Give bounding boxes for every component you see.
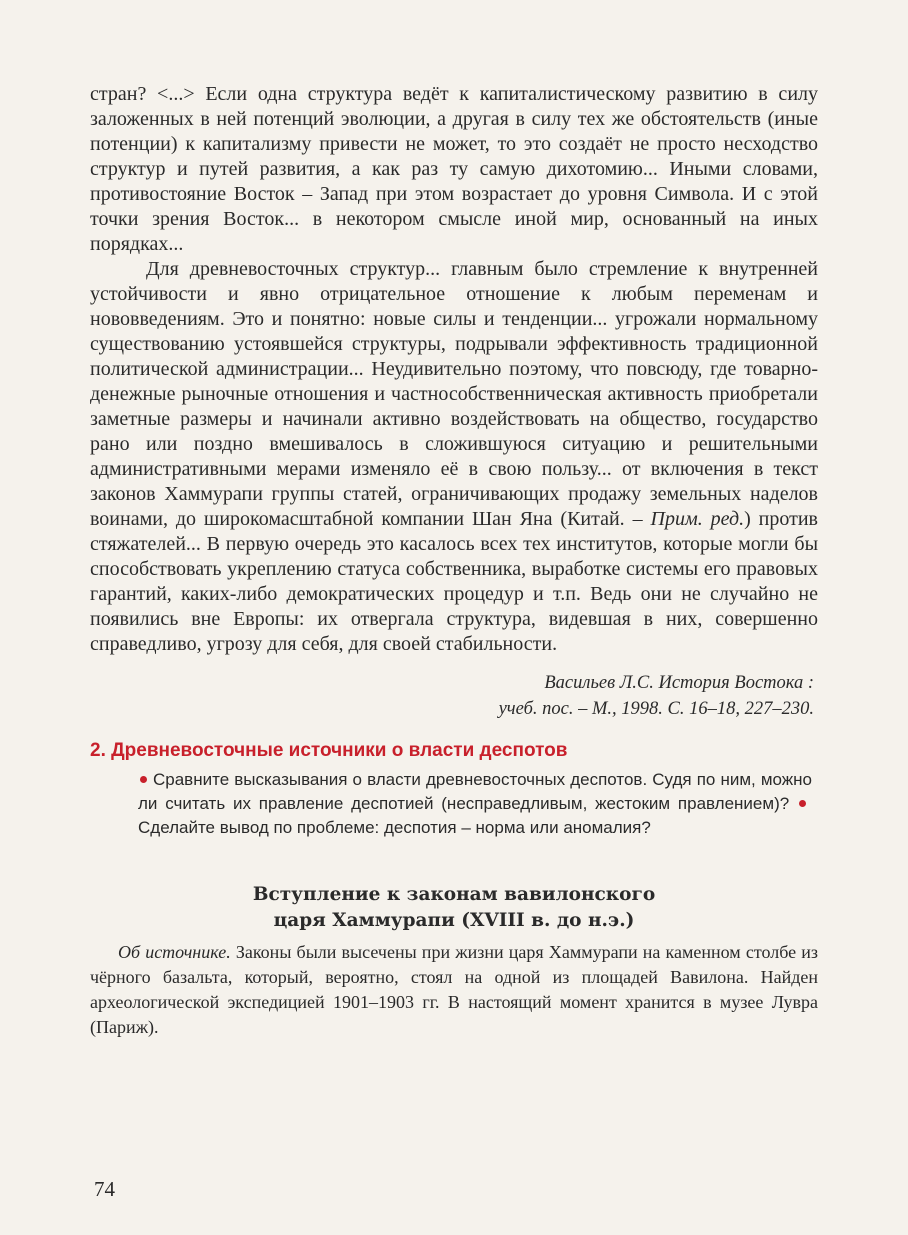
source-citation — [90, 670, 818, 722]
page-content — [90, 82, 818, 1040]
citation-line-1: Васильев Л.С. История Востока : — [544, 673, 814, 693]
bullet-icon — [140, 776, 147, 783]
bullet-icon — [799, 800, 806, 807]
task-1: Сравните высказывания о власти древневосточных деспотов. Судя по ним, можно ли считать их правление деспотией (несправедливым, жестоким правлением)? — [138, 770, 812, 813]
passage-paragraph-2 — [90, 257, 818, 657]
about-source — [90, 940, 818, 1040]
task-2: Сделайте вывод по проблеме: деспотия – норма или аномалия? — [138, 818, 651, 837]
document-title-line-2: царя Хаммурапи (XVIII в. до н.э.) — [273, 910, 635, 931]
editor-note: Прим. ред. — [650, 508, 745, 530]
about-source-text: Законы были высечены при жизни царя Хаммурапи на каменном столбе из чёрного базальта, который, вероятно, стоял на одной из площадей Вавилона. Найден археологической экспедицией 1901–1903 гг. В настоящий момент хранится в музее Лувра (Париж). — [90, 942, 818, 1037]
document-title-line-1: Вступление к законам вавилонского — [252, 884, 656, 905]
document-title — [90, 882, 818, 934]
page-number: 74 — [94, 1177, 115, 1201]
section-heading: 2. Древневосточные источники о власти деспотов — [90, 740, 568, 761]
about-source-label: Об источнике. — [118, 942, 231, 962]
passage-paragraph-2-part-1: Для древневосточных структур... главным было стремление к внутренней устойчивости и явно отрицательное отношение к любым переменам и нововведениям. Это и понятно: новые силы и тенденции... угрожали нормальному существованию устоявшейся структуры, подрывали эффективность традиционной политической администрации... Неудивительно поэтому, что повсюду, где товарно-денежные рыночные отношения и частнособственническая активность приобретали заметные размеры и начинали активно воздействовать на общество, государство рано или поздно вмешивалось в сложившуюся ситуацию и решительными административными мерами изменяло её в свою пользу... от включения в текст законов Хаммурапи группы статей, ограничивающих продажу земельных наделов воинами, до широкомасштабной компании Шан Яна (Китай. – — [90, 258, 818, 530]
task-block — [138, 768, 812, 840]
quoted-passage — [90, 82, 818, 657]
passage-paragraph-2-part-2: ) против стяжателей... В первую очередь это касалось всех тех институтов, которые могли бы способствовать укреплению статуса собственника, выработке системы его правовых гарантий, каких-либо демократических процедур и т.п. Ведь они не случайно не появились вне Европы: их отвергала структура, видевшая в них, совершенно справедливо, угрозу для себя, для своей стабильности. — [90, 508, 818, 655]
passage-paragraph-1: стран? <...> Если одна структура ведёт к капиталистическому развитию в силу заложенных в ней потенций эволюции, а другая в силу тех же обстоятельств (иные потенции) к капитализму привести не может, то это создаёт не просто несходство структур и путей развития, а как раз ту самую дихотомию... Иными словами, противостояние Восток – Запад при этом возрастает до уровня Символа. И с этой точки зрения Восток... в некотором смысле иной мир, основанный на иных порядках... — [90, 83, 818, 255]
citation-line-2: учеб. пос. – М., 1998. С. 16–18, 227–230. — [498, 699, 814, 719]
